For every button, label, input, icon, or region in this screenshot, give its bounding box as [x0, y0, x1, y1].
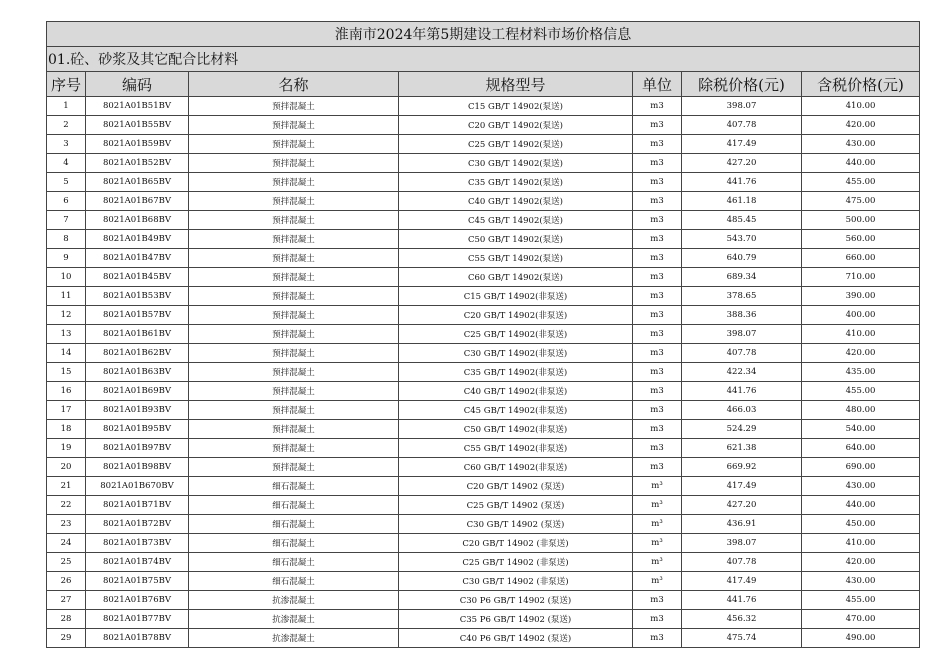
- row-index: 16: [47, 382, 86, 401]
- row-unit: m3: [633, 629, 682, 648]
- row-index: 3: [47, 135, 86, 154]
- row-code: 8021A01B62BV: [86, 344, 189, 363]
- row-price-excl-tax: 441.76: [682, 591, 802, 610]
- row-code: 8021A01B59BV: [86, 135, 189, 154]
- row-price-excl-tax: 388.36: [682, 306, 802, 325]
- row-index: 5: [47, 173, 86, 192]
- row-name: 预拌混凝土: [189, 382, 399, 401]
- row-unit: m3: [633, 401, 682, 420]
- row-unit: m3: [633, 268, 682, 287]
- row-spec: C30 P6 GB/T 14902 (泵送): [399, 591, 633, 610]
- row-spec: C40 GB/T 14902(非泵送): [399, 382, 633, 401]
- price-sheet: [46, 21, 919, 648]
- row-price-incl-tax: 660.00: [802, 249, 920, 268]
- row-unit: m3: [633, 325, 682, 344]
- row-price-excl-tax: 407.78: [682, 344, 802, 363]
- row-unit: m3: [633, 306, 682, 325]
- row-code: 8021A01B98BV: [86, 458, 189, 477]
- row-unit: m³: [633, 477, 682, 496]
- table-row: [47, 268, 920, 287]
- row-code: 8021A01B55BV: [86, 116, 189, 135]
- row-spec: C50 GB/T 14902(泵送): [399, 230, 633, 249]
- row-spec: C30 GB/T 14902 (泵送): [399, 515, 633, 534]
- row-code: 8021A01B47BV: [86, 249, 189, 268]
- row-spec: C25 GB/T 14902(泵送): [399, 135, 633, 154]
- row-price-excl-tax: 456.32: [682, 610, 802, 629]
- price-table: [46, 21, 920, 648]
- row-name: 预拌混凝土: [189, 230, 399, 249]
- row-price-incl-tax: 420.00: [802, 344, 920, 363]
- row-code: 8021A01B670BV: [86, 477, 189, 496]
- row-spec: C15 GB/T 14902(非泵送): [399, 287, 633, 306]
- table-row: [47, 477, 920, 496]
- row-index: 9: [47, 249, 86, 268]
- header-unit: 单位: [633, 72, 682, 97]
- row-price-excl-tax: 417.49: [682, 135, 802, 154]
- table-row: [47, 401, 920, 420]
- row-unit: m3: [633, 135, 682, 154]
- table-row: [47, 534, 920, 553]
- row-spec: C30 GB/T 14902(非泵送): [399, 344, 633, 363]
- row-code: 8021A01B57BV: [86, 306, 189, 325]
- row-unit: m3: [633, 97, 682, 116]
- header-index: 序号: [47, 72, 86, 97]
- row-name: 细石混凝土: [189, 477, 399, 496]
- row-spec: C35 P6 GB/T 14902 (泵送): [399, 610, 633, 629]
- row-unit: m3: [633, 192, 682, 211]
- row-unit: m3: [633, 344, 682, 363]
- row-name: 预拌混凝土: [189, 458, 399, 477]
- row-price-incl-tax: 420.00: [802, 116, 920, 135]
- row-index: 21: [47, 477, 86, 496]
- row-index: 1: [47, 97, 86, 116]
- table-row: [47, 287, 920, 306]
- row-index: 10: [47, 268, 86, 287]
- row-spec: C25 GB/T 14902 (泵送): [399, 496, 633, 515]
- row-index: 17: [47, 401, 86, 420]
- row-unit: m³: [633, 496, 682, 515]
- header-code: 编码: [86, 72, 189, 97]
- row-price-incl-tax: 480.00: [802, 401, 920, 420]
- row-price-excl-tax: 398.07: [682, 534, 802, 553]
- row-price-incl-tax: 400.00: [802, 306, 920, 325]
- row-price-incl-tax: 410.00: [802, 97, 920, 116]
- row-name: 抗渗混凝土: [189, 610, 399, 629]
- row-name: 细石混凝土: [189, 553, 399, 572]
- row-code: 8021A01B61BV: [86, 325, 189, 344]
- row-price-incl-tax: 540.00: [802, 420, 920, 439]
- row-index: 24: [47, 534, 86, 553]
- row-spec: C55 GB/T 14902(泵送): [399, 249, 633, 268]
- row-spec: C20 GB/T 14902(泵送): [399, 116, 633, 135]
- table-row: [47, 192, 920, 211]
- row-index: 2: [47, 116, 86, 135]
- row-price-incl-tax: 455.00: [802, 382, 920, 401]
- row-price-incl-tax: 710.00: [802, 268, 920, 287]
- row-code: 8021A01B49BV: [86, 230, 189, 249]
- row-price-excl-tax: 669.92: [682, 458, 802, 477]
- row-code: 8021A01B75BV: [86, 572, 189, 591]
- row-code: 8021A01B95BV: [86, 420, 189, 439]
- row-price-excl-tax: 466.03: [682, 401, 802, 420]
- table-row: [47, 591, 920, 610]
- row-unit: m³: [633, 515, 682, 534]
- table-row: [47, 553, 920, 572]
- row-unit: m³: [633, 534, 682, 553]
- row-price-excl-tax: 524.29: [682, 420, 802, 439]
- row-price-incl-tax: 430.00: [802, 135, 920, 154]
- row-name: 预拌混凝土: [189, 268, 399, 287]
- table-row: [47, 325, 920, 344]
- row-code: 8021A01B51BV: [86, 97, 189, 116]
- row-price-excl-tax: 485.45: [682, 211, 802, 230]
- row-unit: m3: [633, 287, 682, 306]
- row-price-incl-tax: 440.00: [802, 154, 920, 173]
- row-spec: C15 GB/T 14902(泵送): [399, 97, 633, 116]
- row-code: 8021A01B45BV: [86, 268, 189, 287]
- row-spec: C35 GB/T 14902(泵送): [399, 173, 633, 192]
- row-index: 25: [47, 553, 86, 572]
- row-price-excl-tax: 427.20: [682, 154, 802, 173]
- row-code: 8021A01B69BV: [86, 382, 189, 401]
- row-index: 18: [47, 420, 86, 439]
- row-index: 8: [47, 230, 86, 249]
- table-row: [47, 629, 920, 648]
- row-code: 8021A01B93BV: [86, 401, 189, 420]
- row-index: 22: [47, 496, 86, 515]
- table-row: [47, 515, 920, 534]
- table-row: [47, 610, 920, 629]
- row-unit: m3: [633, 211, 682, 230]
- table-row: [47, 135, 920, 154]
- row-price-excl-tax: 407.78: [682, 553, 802, 572]
- table-row: [47, 173, 920, 192]
- row-spec: C30 GB/T 14902(泵送): [399, 154, 633, 173]
- row-spec: C20 GB/T 14902 (非泵送): [399, 534, 633, 553]
- row-price-excl-tax: 378.65: [682, 287, 802, 306]
- row-price-incl-tax: 455.00: [802, 173, 920, 192]
- row-unit: m3: [633, 382, 682, 401]
- row-price-incl-tax: 560.00: [802, 230, 920, 249]
- row-price-excl-tax: 441.76: [682, 173, 802, 192]
- row-code: 8021A01B52BV: [86, 154, 189, 173]
- row-price-incl-tax: 435.00: [802, 363, 920, 382]
- row-name: 抗渗混凝土: [189, 591, 399, 610]
- row-name: 预拌混凝土: [189, 192, 399, 211]
- row-index: 11: [47, 287, 86, 306]
- row-spec: C25 GB/T 14902 (非泵送): [399, 553, 633, 572]
- row-price-excl-tax: 422.34: [682, 363, 802, 382]
- row-price-incl-tax: 390.00: [802, 287, 920, 306]
- row-index: 26: [47, 572, 86, 591]
- row-name: 细石混凝土: [189, 515, 399, 534]
- row-index: 29: [47, 629, 86, 648]
- row-index: 14: [47, 344, 86, 363]
- table-row: [47, 116, 920, 135]
- row-price-excl-tax: 621.38: [682, 439, 802, 458]
- row-price-excl-tax: 417.49: [682, 477, 802, 496]
- row-spec: C45 GB/T 14902(非泵送): [399, 401, 633, 420]
- row-price-incl-tax: 410.00: [802, 325, 920, 344]
- row-price-incl-tax: 490.00: [802, 629, 920, 648]
- row-price-incl-tax: 450.00: [802, 515, 920, 534]
- table-row: [47, 211, 920, 230]
- row-price-incl-tax: 470.00: [802, 610, 920, 629]
- table-row: [47, 363, 920, 382]
- row-unit: m3: [633, 420, 682, 439]
- row-code: 8021A01B97BV: [86, 439, 189, 458]
- row-spec: C35 GB/T 14902(非泵送): [399, 363, 633, 382]
- row-name: 预拌混凝土: [189, 154, 399, 173]
- table-row: [47, 249, 920, 268]
- row-name: 预拌混凝土: [189, 420, 399, 439]
- row-price-excl-tax: 436.91: [682, 515, 802, 534]
- table-row: [47, 458, 920, 477]
- row-price-excl-tax: 689.34: [682, 268, 802, 287]
- row-unit: m³: [633, 553, 682, 572]
- row-spec: C55 GB/T 14902(非泵送): [399, 439, 633, 458]
- header-name: 名称: [189, 72, 399, 97]
- row-name: 预拌混凝土: [189, 439, 399, 458]
- header-price-excl-tax: 除税价格(元): [682, 72, 802, 97]
- row-spec: C45 GB/T 14902(泵送): [399, 211, 633, 230]
- row-code: 8021A01B71BV: [86, 496, 189, 515]
- row-price-incl-tax: 440.00: [802, 496, 920, 515]
- row-price-excl-tax: 640.79: [682, 249, 802, 268]
- row-unit: m3: [633, 249, 682, 268]
- row-price-excl-tax: 475.74: [682, 629, 802, 648]
- row-unit: m3: [633, 458, 682, 477]
- row-spec: C20 GB/T 14902 (泵送): [399, 477, 633, 496]
- row-unit: m3: [633, 439, 682, 458]
- table-row: [47, 439, 920, 458]
- row-code: 8021A01B74BV: [86, 553, 189, 572]
- row-price-incl-tax: 410.00: [802, 534, 920, 553]
- table-row: [47, 572, 920, 591]
- row-name: 抗渗混凝土: [189, 629, 399, 648]
- row-name: 预拌混凝土: [189, 401, 399, 420]
- row-spec: C40 P6 GB/T 14902 (泵送): [399, 629, 633, 648]
- table-row: [47, 97, 920, 116]
- row-unit: m3: [633, 154, 682, 173]
- row-code: 8021A01B68BV: [86, 211, 189, 230]
- row-unit: m3: [633, 591, 682, 610]
- row-code: 8021A01B63BV: [86, 363, 189, 382]
- row-code: 8021A01B76BV: [86, 591, 189, 610]
- row-index: 19: [47, 439, 86, 458]
- row-price-excl-tax: 461.18: [682, 192, 802, 211]
- header-spec: 规格型号: [399, 72, 633, 97]
- row-index: 7: [47, 211, 86, 230]
- row-name: 预拌混凝土: [189, 173, 399, 192]
- row-code: 8021A01B72BV: [86, 515, 189, 534]
- table-row: [47, 154, 920, 173]
- row-spec: C20 GB/T 14902(非泵送): [399, 306, 633, 325]
- row-name: 预拌混凝土: [189, 325, 399, 344]
- row-name: 预拌混凝土: [189, 97, 399, 116]
- sheet-title: 淮南市2024年第5期建设工程材料市场价格信息: [47, 22, 920, 47]
- row-price-incl-tax: 500.00: [802, 211, 920, 230]
- row-name: 预拌混凝土: [189, 306, 399, 325]
- row-name: 细石混凝土: [189, 534, 399, 553]
- row-unit: m3: [633, 610, 682, 629]
- row-price-incl-tax: 420.00: [802, 553, 920, 572]
- header-price-incl-tax: 含税价格(元): [802, 72, 920, 97]
- row-price-incl-tax: 430.00: [802, 477, 920, 496]
- row-code: 8021A01B53BV: [86, 287, 189, 306]
- row-spec: C30 GB/T 14902 (非泵送): [399, 572, 633, 591]
- row-index: 23: [47, 515, 86, 534]
- row-index: 4: [47, 154, 86, 173]
- row-spec: C60 GB/T 14902(非泵送): [399, 458, 633, 477]
- row-index: 13: [47, 325, 86, 344]
- row-name: 预拌混凝土: [189, 344, 399, 363]
- row-name: 预拌混凝土: [189, 211, 399, 230]
- row-price-excl-tax: 407.78: [682, 116, 802, 135]
- row-price-incl-tax: 455.00: [802, 591, 920, 610]
- row-index: 6: [47, 192, 86, 211]
- row-name: 预拌混凝土: [189, 249, 399, 268]
- row-name: 预拌混凝土: [189, 363, 399, 382]
- row-name: 预拌混凝土: [189, 287, 399, 306]
- row-code: 8021A01B77BV: [86, 610, 189, 629]
- row-code: 8021A01B78BV: [86, 629, 189, 648]
- row-price-incl-tax: 475.00: [802, 192, 920, 211]
- row-code: 8021A01B73BV: [86, 534, 189, 553]
- section-heading: 01.砼、砂浆及其它配合比材料: [47, 47, 920, 72]
- table-row: [47, 344, 920, 363]
- row-price-incl-tax: 690.00: [802, 458, 920, 477]
- row-price-excl-tax: 441.76: [682, 382, 802, 401]
- row-unit: m³: [633, 572, 682, 591]
- row-price-incl-tax: 640.00: [802, 439, 920, 458]
- row-index: 15: [47, 363, 86, 382]
- table-row: [47, 496, 920, 515]
- row-name: 预拌混凝土: [189, 135, 399, 154]
- row-price-excl-tax: 398.07: [682, 325, 802, 344]
- row-spec: C60 GB/T 14902(泵送): [399, 268, 633, 287]
- row-price-excl-tax: 543.70: [682, 230, 802, 249]
- row-unit: m3: [633, 173, 682, 192]
- row-unit: m3: [633, 116, 682, 135]
- row-index: 12: [47, 306, 86, 325]
- row-unit: m3: [633, 363, 682, 382]
- row-code: 8021A01B67BV: [86, 192, 189, 211]
- row-unit: m3: [633, 230, 682, 249]
- row-price-excl-tax: 417.49: [682, 572, 802, 591]
- row-name: 细石混凝土: [189, 572, 399, 591]
- row-price-excl-tax: 427.20: [682, 496, 802, 515]
- row-spec: C40 GB/T 14902(泵送): [399, 192, 633, 211]
- row-spec: C25 GB/T 14902(非泵送): [399, 325, 633, 344]
- table-row: [47, 420, 920, 439]
- row-spec: C50 GB/T 14902(非泵送): [399, 420, 633, 439]
- row-index: 28: [47, 610, 86, 629]
- row-price-excl-tax: 398.07: [682, 97, 802, 116]
- table-row: [47, 382, 920, 401]
- row-index: 20: [47, 458, 86, 477]
- row-code: 8021A01B65BV: [86, 173, 189, 192]
- table-row: [47, 306, 920, 325]
- table-row: [47, 230, 920, 249]
- row-name: 细石混凝土: [189, 496, 399, 515]
- row-price-incl-tax: 430.00: [802, 572, 920, 591]
- row-index: 27: [47, 591, 86, 610]
- row-name: 预拌混凝土: [189, 116, 399, 135]
